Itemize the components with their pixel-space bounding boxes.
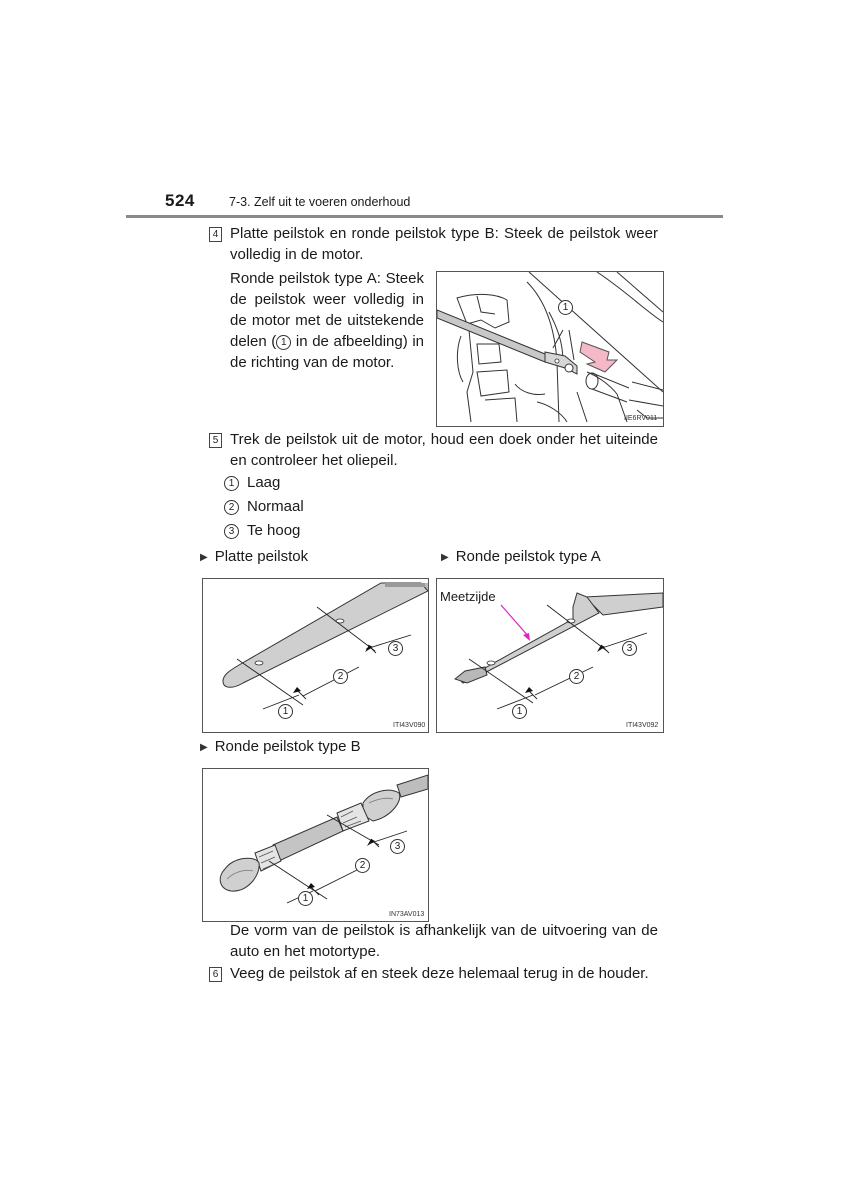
flat-dipstick-heading-text: Platte peilstok [214,548,309,565]
measuring-side-label: Meetzijde [440,589,496,604]
flat-figure-code: ITI43V090 [393,722,426,729]
header-rule [126,215,723,218]
level-marker: 3 [224,524,239,539]
step-4-subtext [230,268,424,373]
flat-callout-3: 3 [388,641,403,656]
shape-note-text: De vorm van de peilstok is afhankelijk van de uitvoering van de auto en het motortype. [230,922,658,960]
round-a-callout-1: 1 [512,704,527,719]
round-a-callout-3: 3 [622,641,637,656]
step-4-number: 4 [209,227,222,242]
round-a-heading [441,548,601,565]
level-item-high [224,521,300,541]
level-label: Laag [247,474,281,491]
step-4-subtext-before: Ronde peilstok type A: Steek de peilstok weer volledig in de motor met de uitstekende delen ( [230,270,424,350]
round-b-callout-2: 2 [355,858,370,873]
step-6-number: 6 [209,967,222,982]
step-5-text: Trek de peilstok uit de motor, houd een doek onder het uiteinde en controleer het oliepeil. [230,431,658,469]
round-b-callout-1: 1 [298,891,313,906]
round-a-heading-text: Ronde peilstok type A [455,548,601,565]
step-5-number: 5 [209,433,222,448]
round-a-callout-2: 2 [569,669,584,684]
step-4-text: Platte peilstok en ronde peilstok type B: Steek de peilstok weer volledig in de motor. [230,225,658,263]
callout-marker-inline: 1 [276,335,291,350]
round-a-dipstick-figure [436,578,664,733]
triangle-bullet-icon: ▶ [200,742,208,753]
level-label: Normaal [247,498,304,515]
triangle-bullet-icon: ▶ [200,552,208,563]
figure-callout-1: 1 [558,300,573,315]
step-6-text: Veeg de peilstok af en steek deze helemaal terug in de houder. [230,965,649,982]
flat-callout-2: 2 [333,669,348,684]
flat-dipstick-figure [202,578,429,733]
engine-dipstick-illustration [437,272,663,426]
level-marker: 1 [224,476,239,491]
level-item-normal [224,497,304,517]
round-b-heading [200,738,361,755]
flat-callout-1: 1 [278,704,293,719]
engine-dipstick-figure [436,271,664,427]
level-label: Te hoog [247,522,301,539]
round-a-figure-code: ITI43V092 [626,722,659,729]
level-marker: 2 [224,500,239,515]
level-item-low [224,473,280,493]
flat-dipstick-heading [200,548,308,565]
figure-code: IIE6RV011 [624,415,658,422]
round-b-callout-3: 3 [390,839,405,854]
page-number: 524 [165,191,195,210]
triangle-bullet-icon: ▶ [441,552,449,563]
step-4-subtext-after: in de afbeelding) in de richting van de motor. [230,333,424,371]
round-b-figure-code: IN73AV013 [389,911,425,918]
round-b-dipstick-figure [202,768,429,922]
round-b-heading-text: Ronde peilstok type B [214,738,361,755]
section-title: 7-3. Zelf uit te voeren onderhoud [229,195,411,209]
